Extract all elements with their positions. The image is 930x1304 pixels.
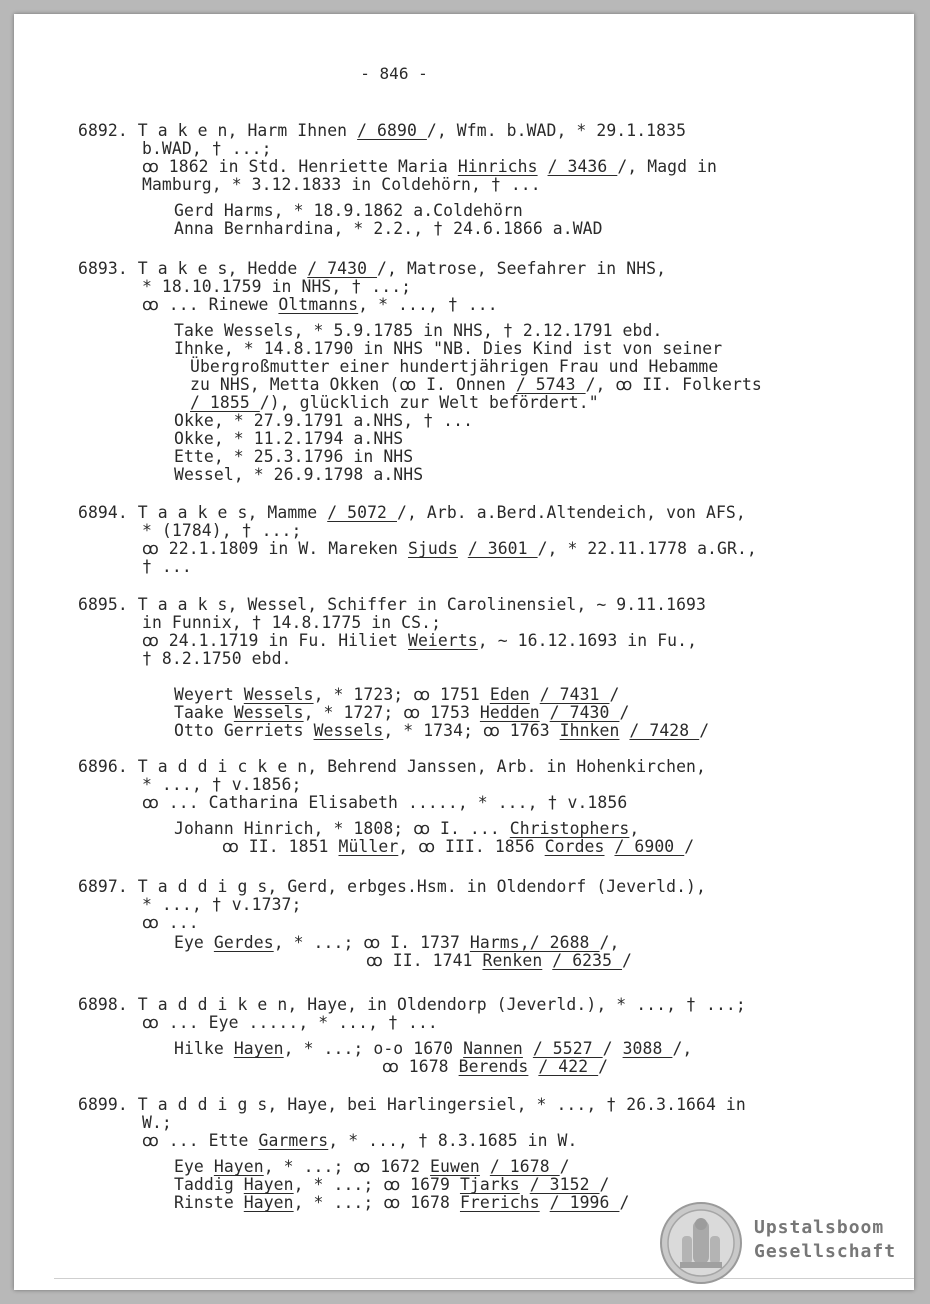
underlined-text: Euwen (430, 1157, 480, 1176)
text-segment: Eye (174, 1157, 214, 1176)
text-segment: Okke, * 27.9.1791 a.NHS, † ... (174, 411, 474, 430)
underlined-text: Wessels (243, 685, 314, 704)
text-segment: /, Wfm. b.WAD, * 29.1.1835 (426, 121, 687, 140)
underlined-text: Hayen (243, 1193, 294, 1212)
text-segment: ꝏ ... Catharina Elisabeth ....., * ..., † v.1856 (142, 793, 628, 812)
underlined-text: Müller (338, 837, 399, 856)
entry-line (142, 176, 541, 194)
text-segment (540, 703, 550, 722)
entry-line (142, 650, 292, 668)
text-segment: 6898. T a d d i k e n, Haye, in Oldendorp (Jeverld.), * ..., † ...; (78, 995, 746, 1014)
entry-line (174, 430, 403, 448)
text-segment: Hilke (174, 1039, 234, 1058)
entry-line (174, 340, 722, 358)
text-segment: , * 1734; ꝏ 1763 (383, 721, 560, 740)
entry-line (174, 1194, 629, 1212)
text-segment: Ette, * 25.3.1796 in NHS (174, 447, 414, 466)
entry-line (190, 376, 762, 394)
entry-line (142, 522, 302, 540)
text-segment: / (602, 1039, 623, 1058)
text-segment: , * ..., † 8.3.1685 in W. (328, 1131, 578, 1150)
entry-line (78, 1096, 746, 1114)
entry-line (142, 1114, 172, 1132)
entry-line (142, 1132, 577, 1150)
seal-icon (660, 1202, 742, 1284)
text-segment: ꝏ II. 1741 (366, 951, 483, 970)
text-segment: Okke, * 11.2.1794 a.NHS (174, 429, 404, 448)
text-segment: ꝏ ... Rinewe (142, 295, 279, 314)
text-segment: Take Wessels, * 5.9.1785 in NHS, † 2.12.1791 ebd. (174, 321, 663, 340)
entry-line (174, 1040, 692, 1058)
underlined-text: Oltmanns (278, 295, 359, 314)
underlined-text: / 7430 (307, 259, 378, 278)
entry-line (78, 878, 706, 896)
text-segment: 6895. T a a k s, Wessel, Schiffer in Carolinensiel, ~ 9.11.1693 (78, 595, 706, 614)
text-segment: / (619, 703, 630, 722)
entry-line (174, 466, 423, 484)
text-segment: Wessel, * 26.9.1798 a.NHS (174, 465, 424, 484)
entry-line (142, 614, 441, 632)
text-segment: in Funnix, † 14.8.1775 in CS.; (142, 613, 442, 632)
underlined-text: Sjuds (408, 539, 458, 558)
text-segment (542, 951, 552, 970)
text-segment: Ihnke, * 14.8.1790 in NHS "NB. Dies Kind ist von seiner (174, 339, 723, 358)
text-segment: , * ...; ꝏ 1672 (263, 1157, 431, 1176)
entry-line (174, 412, 473, 430)
entry-line (142, 540, 757, 558)
underlined-text: Nannen (463, 1039, 523, 1058)
text-segment: / (599, 1175, 610, 1194)
underlined-text: Frerichs (459, 1193, 540, 1212)
text-segment: Übergroßmutter einer hundertjährigen Frau und Hebamme (190, 357, 719, 376)
text-segment: ꝏ II. 1851 (222, 837, 339, 856)
underlined-text: Garmers (258, 1131, 329, 1150)
entry-line (78, 504, 746, 522)
entry-line (174, 322, 662, 340)
text-segment: , ~ 16.12.1693 in Fu., (477, 631, 698, 650)
underlined-text: / 1855 (190, 393, 260, 412)
entry-line (190, 358, 718, 376)
text-segment: ꝏ ... (142, 913, 199, 932)
underlined-text: Ihnken (559, 721, 620, 740)
society-name-line2: Gesellschaft (754, 1241, 897, 1262)
underlined-text: Eden (489, 685, 530, 704)
text-segment: , * ...; ꝏ I. 1737 (273, 933, 470, 952)
underlined-text: Cordes (544, 837, 605, 856)
page-number: - 846 - (360, 64, 428, 83)
underlined-text: Harms, (469, 933, 530, 952)
entry-line (174, 448, 413, 466)
text-segment: b.WAD, † ...; (142, 139, 272, 158)
text-segment: /, * 22.11.1778 a.GR., (537, 539, 757, 558)
underlined-text: / 7430 (549, 703, 620, 722)
text-segment (458, 539, 468, 558)
underlined-text: Weierts (408, 631, 478, 650)
underlined-text: / 3601 (467, 539, 538, 558)
entry-line (78, 260, 666, 278)
text-segment (523, 1039, 533, 1058)
text-segment: 6899. T a d d i g s, Haye, bei Harlingersiel, * ..., † 26.3.1664 in (78, 1095, 746, 1114)
entry-line (78, 996, 746, 1014)
underlined-text: Hayen (243, 1175, 294, 1194)
entry-line (142, 140, 272, 158)
text-segment: / (559, 1157, 570, 1176)
text-segment: / (619, 1193, 630, 1212)
text-segment: * (1784), † ...; (142, 521, 302, 540)
society-name-line1: Upstalsboom (754, 1217, 885, 1238)
text-segment: * ..., † v.1737; (142, 895, 302, 914)
text-segment: , * ..., † ... (358, 295, 498, 314)
text-segment: /, (599, 933, 620, 952)
text-segment: Anna Bernhardina, * 2.2., † 24.6.1866 a.WAD (174, 219, 603, 238)
text-segment: ꝏ ... Eye ....., * ..., † ... (142, 1013, 438, 1032)
text-segment: , (629, 819, 640, 838)
underlined-text: Hedden (479, 703, 540, 722)
underlined-text: / 6890 (357, 121, 427, 140)
underlined-text: Hinrichs (457, 157, 538, 176)
text-segment: / (699, 721, 710, 740)
entry-line (142, 558, 192, 576)
text-segment: W.; (142, 1113, 172, 1132)
text-segment (520, 1175, 530, 1194)
entry-line (142, 1014, 438, 1032)
text-segment: zu NHS, Metta Okken (ꝏ I. Onnen (190, 375, 516, 394)
text-segment: 6896. T a d d i c k e n, Behrend Janssen, Arb. in Hohenkirchen, (78, 757, 706, 776)
text-segment: , * 1723; ꝏ 1751 (313, 685, 490, 704)
underlined-text: / 6235 (552, 951, 623, 970)
underlined-text: Hayen (233, 1039, 284, 1058)
entry-line (142, 158, 717, 176)
entry-line (142, 914, 199, 932)
text-segment: * ..., † v.1856; (142, 775, 302, 794)
text-segment: / (622, 951, 633, 970)
entry-line (174, 202, 523, 220)
text-segment: /, Arb. a.Berd.Altendeich, von AFS, (396, 503, 746, 522)
society-watermark (754, 1216, 896, 1264)
underlined-text: / 1996 (549, 1193, 620, 1212)
text-segment: ꝏ 1678 (382, 1057, 459, 1076)
text-segment: /, Matrose, Seefahrer in NHS, (377, 259, 667, 278)
text-segment: , ꝏ III. 1856 (398, 837, 545, 856)
text-segment: /, ꝏ II. Folkerts (585, 375, 762, 394)
entry-line (222, 838, 694, 856)
entry-line (174, 686, 619, 704)
text-segment: * 18.10.1759 in NHS, † ...; (142, 277, 412, 296)
entry-line (142, 896, 302, 914)
text-segment (605, 837, 615, 856)
text-segment: 6894. T a a k e s, Mamme (78, 503, 328, 522)
entry-line (174, 220, 603, 238)
underlined-text: / 3436 (547, 157, 618, 176)
footer-rule (54, 1278, 914, 1279)
text-segment: 6897. T a d d i g s, Gerd, erbges.Hsm. in Oldendorf (Jeverld.), (78, 877, 706, 896)
underlined-text: / 3152 (529, 1175, 600, 1194)
text-segment: / (598, 1057, 609, 1076)
underlined-text: / 6900 (614, 837, 685, 856)
text-segment: 6893. T a k e s, Hedde (78, 259, 308, 278)
underlined-text: / 7431 (539, 685, 610, 704)
entry-line (142, 794, 627, 812)
underlined-text: / 5072 (327, 503, 397, 522)
text-segment: ꝏ ... Ette (142, 1131, 259, 1150)
underlined-text: / 1678 (489, 1157, 560, 1176)
text-segment: / (684, 837, 695, 856)
text-segment: /, Magd in (617, 157, 718, 176)
text-segment (540, 1193, 550, 1212)
entry-line (174, 704, 629, 722)
text-segment: 6892. T a k e n, Harm Ihnen (78, 121, 358, 140)
text-segment: / (609, 685, 620, 704)
underlined-text: 3088 (622, 1039, 673, 1058)
entry-line (142, 632, 697, 650)
underlined-text: / 5527 (532, 1039, 603, 1058)
text-segment: Taake (174, 703, 234, 722)
text-segment: Rinste (174, 1193, 244, 1212)
underlined-text: Gerdes (213, 933, 274, 952)
entry-line (366, 952, 632, 970)
text-segment: , * ...; ꝏ 1679 (293, 1175, 460, 1194)
underlined-text: Wessels (313, 721, 384, 740)
text-segment (530, 685, 540, 704)
text-segment: ꝏ 24.1.1719 in Fu. Hiliet (142, 631, 408, 650)
text-segment: , * 1727; ꝏ 1753 (303, 703, 480, 722)
entry-line (382, 1058, 608, 1076)
text-segment: Gerd Harms, * 18.9.1862 a.Coldehörn (174, 201, 523, 220)
text-segment: Weyert (174, 685, 244, 704)
text-segment: /, (672, 1039, 693, 1058)
underlined-text: Renken (482, 951, 543, 970)
entry-line (142, 278, 411, 296)
underlined-text: / 7428 (629, 721, 700, 740)
underlined-text: / 5743 (515, 375, 586, 394)
text-segment: , * ...; o-o 1670 (283, 1039, 464, 1058)
text-segment: † 8.2.1750 ebd. (142, 649, 292, 668)
text-segment: , * ...; ꝏ 1678 (293, 1193, 460, 1212)
entry-line (174, 934, 619, 952)
text-segment: Johann Hinrich, * 1808; ꝏ I. ... (174, 819, 510, 838)
text-segment: † ... (142, 557, 192, 576)
text-segment (528, 1057, 538, 1076)
underlined-text: / 2688 (529, 933, 600, 952)
entry-line (190, 394, 599, 412)
entry-line (174, 1158, 570, 1176)
text-segment: Mamburg, * 3.12.1833 in Coldehörn, † ... (142, 175, 541, 194)
underlined-text: Hayen (213, 1157, 264, 1176)
text-segment (538, 157, 548, 176)
text-segment: ꝏ 1862 in Std. Henriette Maria (142, 157, 458, 176)
underlined-text: / 422 (538, 1057, 599, 1076)
text-segment (480, 1157, 490, 1176)
text-segment (619, 721, 629, 740)
text-segment: Eye (174, 933, 214, 952)
text-segment: /), glücklich zur Welt befördert." (259, 393, 599, 412)
text-segment: Otto Gerriets (174, 721, 314, 740)
entry-line (174, 820, 639, 838)
underlined-text: Berends (458, 1057, 529, 1076)
entry-line (142, 776, 302, 794)
underlined-text: Tjarks (459, 1175, 520, 1194)
entry-line (78, 596, 706, 614)
entry-line (174, 722, 709, 740)
entry-line (78, 758, 706, 776)
text-segment: Taddig (174, 1175, 244, 1194)
entry-line (174, 1176, 609, 1194)
text-segment: ꝏ 22.1.1809 in W. Mareken (142, 539, 408, 558)
document-page (14, 14, 914, 1290)
entry-line (78, 122, 686, 140)
underlined-text: Wessels (233, 703, 304, 722)
underlined-text: Christophers (509, 819, 630, 838)
entry-line (142, 296, 498, 314)
